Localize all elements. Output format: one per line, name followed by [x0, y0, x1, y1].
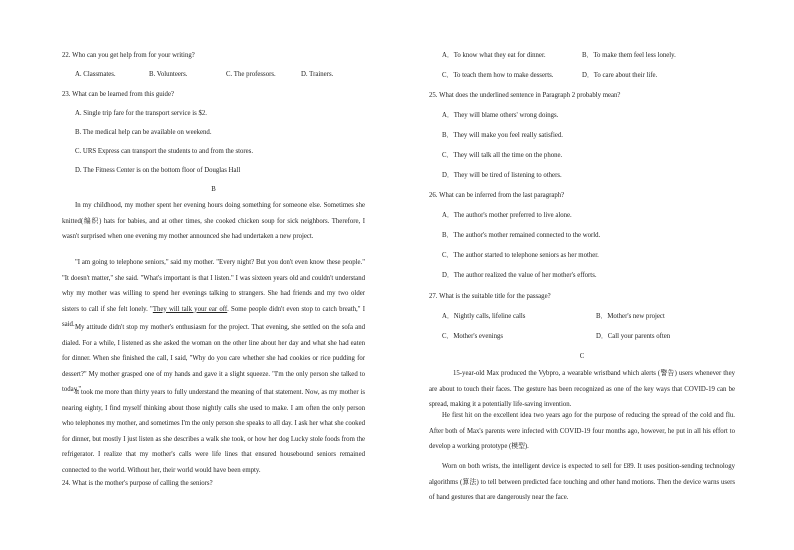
- q26-option-a: A．The author's mother preferred to live alone.: [442, 212, 572, 219]
- passage-c-paragraph-1: 15-year-old Max produced the Vybpro, a wearable wristband which alerts (警告) users whenever they are about to touch their faces. The gesture has been recognized as one of the key ways that COVID-19 can be spread, making it a potentially life-saving invention.: [429, 370, 735, 408]
- q27-option-a: A．Nightly calls, lifeline calls: [442, 313, 526, 320]
- q23-option-b: B. The medical help can be available on weekend.: [75, 129, 212, 136]
- underlined-sentence: They will talk your ear off: [152, 305, 228, 313]
- passage-b-paragraph-3: My attitude didn't stop my mother's enthusiasm for the project. That evening, she settled on the sofa and dialed. For a while, I listened as she asked the woman on the other line about her day and what she had eaten for dinner. When she finished the call, I said, "Why do you care whether she had cookies or rice pudding for dessert?" My mother grasped one of my hands and gave it a slight squeeze. "I'm the only person she talked to today.": [62, 324, 365, 393]
- q27-option-c: C．Mother's evenings: [442, 333, 504, 340]
- q25-option-c: C．They will talk all the time on the phone.: [442, 152, 563, 159]
- paragraph-2-text-after: . Some people didn't even stop to catch breath," I said.: [62, 305, 366, 328]
- q24-stem: 24. What is the mother's purpose of calling the seniors?: [62, 480, 213, 487]
- section-b-heading: B: [211, 186, 216, 193]
- q23-option-a: A. Single trip fare for the transport service is $2.: [75, 110, 207, 117]
- q25-stem: 25. What does the underlined sentence in Paragraph 2 probably mean?: [429, 92, 621, 99]
- q27-option-b: B．Mother's new project: [596, 313, 665, 320]
- q22-option-d: D. Trainers.: [301, 71, 334, 78]
- q25-option-d: D．They will be tired of listening to others.: [442, 172, 562, 179]
- q22-option-c: C. The professors.: [226, 71, 276, 78]
- q25-option-a: A．They will blame others' wrong doings.: [442, 112, 559, 119]
- q24-option-b: B．To make them feel less lonely.: [582, 52, 676, 59]
- section-c-heading: C: [579, 353, 585, 360]
- q26-option-b: B．The author's mother remained connected to the world.: [442, 232, 601, 239]
- q26-stem: 26. What can be inferred from the last paragraph?: [429, 192, 565, 199]
- q27-option-d: D．Call your parents often: [596, 333, 671, 340]
- q23-stem: 23. What can be learned from this guide?: [62, 91, 174, 98]
- q27-stem: 27. What is the suitable title for the passage?: [429, 293, 551, 300]
- q24-option-a: A．To know what they eat for dinner.: [442, 52, 546, 59]
- passage-c-paragraph-2: He first hit on the excellent idea two years ago for the purpose of reducing the spread of the cold and flu. After both of Max's parents were infected with COVID-19 four months ago, however, he put in all his effort to develop a working prototype (模型).: [429, 412, 735, 450]
- q24-option-d: D．To care about their life.: [582, 72, 658, 79]
- q22-stem: 22. Who can you get help from for your writing?: [62, 52, 195, 59]
- passage-b-paragraph-4: It took me more than thirty years to fully understand the meaning of that statement. Now, as my mother is nearing eighty, I find myself thinking about those nightly calls she used to make. I am often the only person who telephones my mother, and sometimes I'm the only person she speaks to all day. I ask her what she cooked for dinner, but mostly I just listen as she describes a walk she took, or how her dog Lucky stole foods from the refrigerator. I realize that my mother's calls were life lines that ensured housebound seniors remained connected to the world. Without her, their world would have been empty.: [62, 389, 365, 474]
- passage-c-paragraph-3: Worn on both wrists, the intelligent device is expected to sell for £89. It uses position-sending technology algorithms (算法) to tell between predicted face touching and other hand motions. Then the device warns users of hand gestures that are dangerously near the face.: [429, 463, 735, 501]
- q23-option-c: C. URS Express can transport the students to and from the stores.: [75, 148, 254, 155]
- q22-option-a: A. Classmates.: [75, 71, 116, 78]
- q24-option-c: C．To teach them how to make desserts.: [442, 72, 554, 79]
- paragraph-2-text-before: "I am going to telephone seniors," said my mother. "Every night? But you don't even know these people." "It doesn't matter," she said. "What's important is that I listen." I was sixteen years old and couldn't understand why my mother was willing to spend her evenings talking to strangers. She had friends and my two older sisters to call if she felt lonely. ": [62, 259, 365, 313]
- passage-b-paragraph-1: In my childhood, my mother spent her evening hours doing something for someone else. Sometimes she knitted(编织) hats for babies, and at other times, she cooked chicken soup for sick neighbors. Therefore, I wasn't surprised when one evening my mother announced she had undertaken a new project.: [62, 202, 365, 240]
- q25-option-b: B．They will make you feel really satisfied.: [442, 132, 563, 139]
- q22-option-b: B. Volunteers.: [149, 71, 188, 78]
- q26-option-c: C．The author started to telephone seniors as her mother.: [442, 252, 599, 259]
- q26-option-d: D．The author realized the value of her mother's efforts.: [442, 272, 597, 279]
- q23-option-d: D. The Fitness Center is on the bottom floor of Douglas Hall: [75, 167, 241, 174]
